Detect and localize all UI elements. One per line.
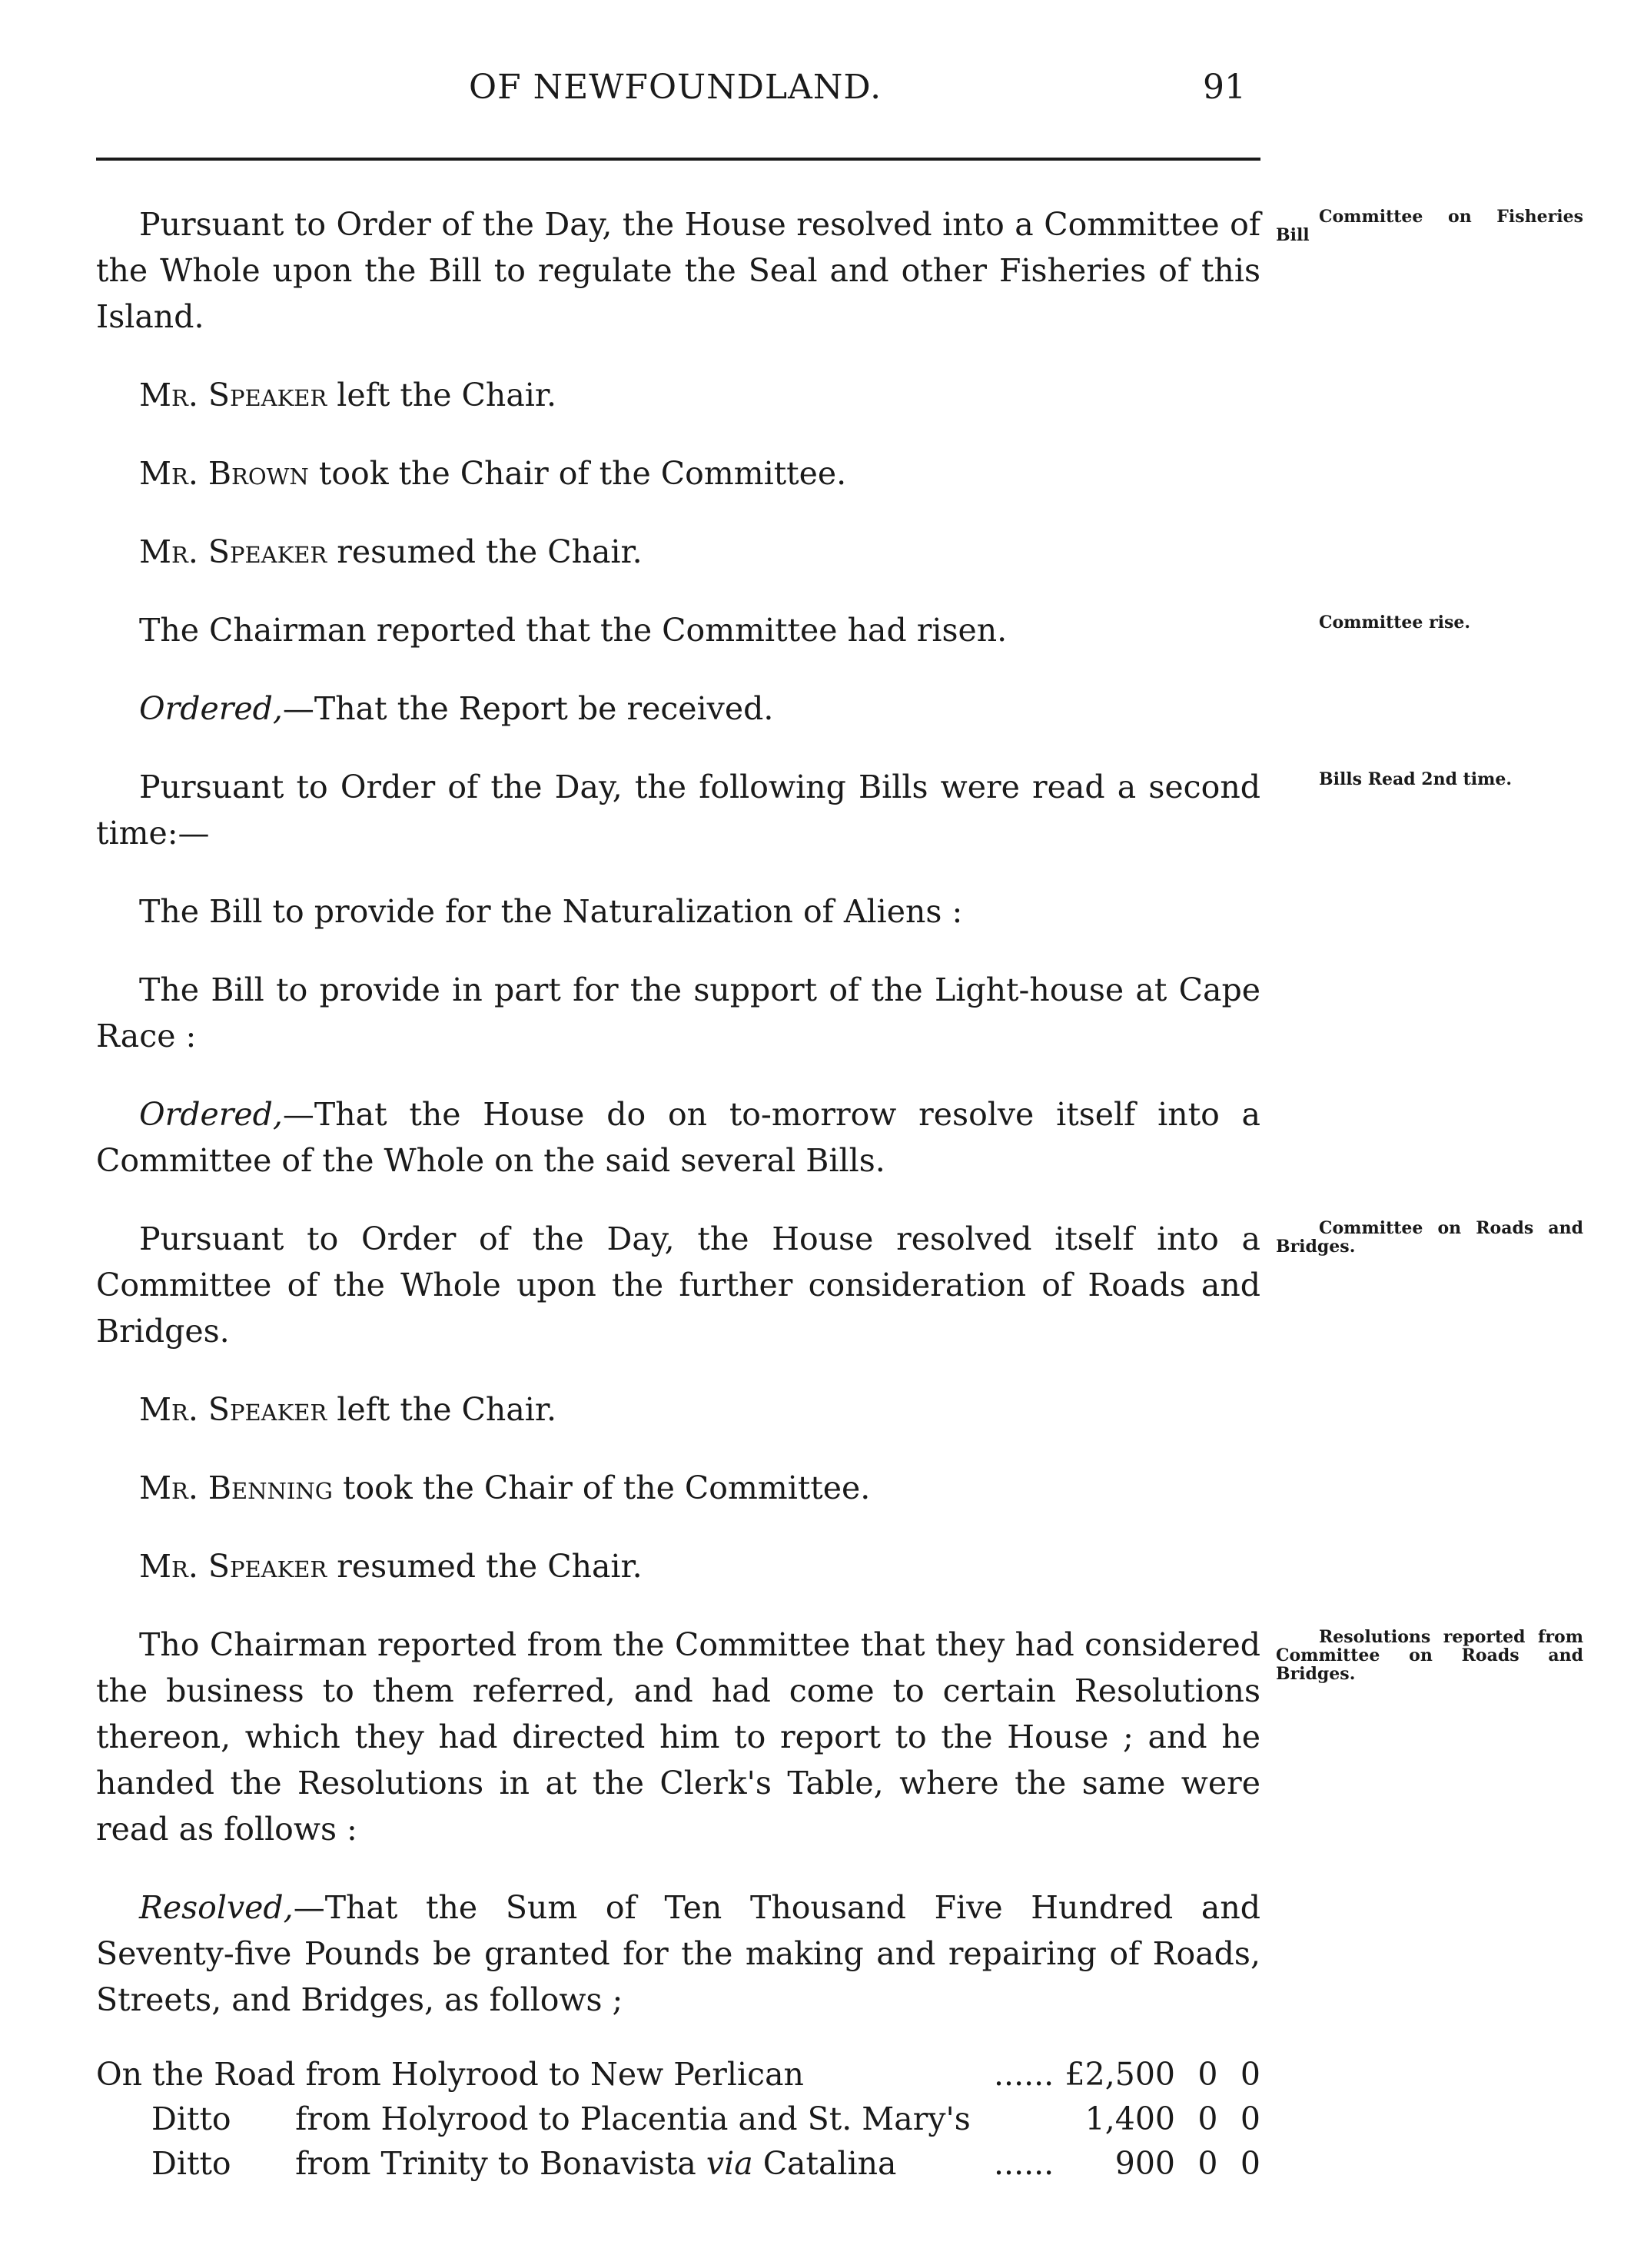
paragraph-text: took the Chair of the Committee. [308, 455, 847, 492]
paragraph-brown-chair [96, 450, 1260, 496]
amount-shillings: 0 [1197, 2145, 1218, 2182]
member-name: Mr. Speaker [139, 1548, 327, 1585]
item-description-via: via [706, 2145, 753, 2182]
paragraph-text: —That the Report be received. [282, 690, 774, 727]
amount-pounds: 900 [1114, 2145, 1176, 2182]
paragraph-text: —That the Sum of Ten Thousand Five Hundred and Seventy-five Pounds be granted for the making and repairing of Roads, Streets, and Bridges, as follows ; [96, 1889, 1260, 2018]
paragraph-text: Pursuant to Order of the Day, the following Bills were read a second time:— [96, 769, 1260, 852]
paragraph-text: Pursuant to Order of the Day, the House resolved itself into a Committee of the Whole upon the further consideration of Roads and Bridges. [96, 1220, 1260, 1350]
main-text-column [96, 201, 1583, 2186]
table-row [96, 2141, 1260, 2186]
amount-shillings: 0 [1197, 2056, 1218, 2093]
member-name: Mr. Speaker [139, 377, 327, 413]
table-row [96, 2097, 1260, 2141]
item-description: from Holyrood to Placentia and St. Mary's [295, 2100, 971, 2137]
ditto-label: Ditto [151, 2145, 231, 2182]
paragraph-resolutions-reported [96, 1622, 1583, 1852]
dot-leader: ...... [994, 2056, 1054, 2093]
amount-pence: 0 [1240, 2056, 1260, 2093]
amount-shillings: 0 [1197, 2100, 1218, 2137]
paragraph-roads-committee [96, 1216, 1583, 1354]
paragraph-text: Pursuant to Order of the Day, the House resolved into a Committee of the Whole upon the Bill to regulate the Seal and other Fisheries of this Island. [96, 206, 1260, 335]
dot-leader [986, 2097, 1054, 2141]
item-description-part: from Trinity to Bonavista [295, 2145, 706, 2182]
amount-pounds: 1,400 [1084, 2100, 1176, 2137]
item-description [295, 2141, 986, 2186]
amount-pence: 0 [1240, 2145, 1260, 2182]
item-description-part: Catalina [752, 2145, 897, 2182]
margin-note-fisheries: Committee on Fisheries Bill [1276, 207, 1583, 245]
paragraph-text: Tho Chairman reported from the Committee that they had considered the business to them referred, and had come to certain Resolutions thereon, which they had directed him to report to the House ; and he handed the Resolutions in at the Clerk's Table, where the same were read as follows : [96, 1626, 1260, 1848]
paragraph-text: left the Chair. [327, 1391, 556, 1428]
paragraph-resolved-sum [96, 1884, 1260, 2023]
paragraph-speaker-resumed-2 [96, 1543, 1260, 1589]
paragraph-text: resumed the Chair. [327, 533, 643, 570]
ordered-label: Ordered, [139, 1096, 283, 1133]
resolved-label: Resolved, [139, 1889, 294, 1926]
paragraph-lighthouse-bill [96, 967, 1260, 1059]
grants-table [96, 2052, 1260, 2186]
member-name: Mr. Speaker [139, 1391, 327, 1428]
paragraph-text: took the Chair of the Committee. [332, 1469, 871, 1506]
margin-note-roads-committee: Committee on Roads and Bridges. [1276, 1218, 1583, 1257]
paragraph-ordered-report [96, 686, 1260, 732]
paragraph-benning-chair [96, 1465, 1260, 1511]
paragraph-speaker-left [96, 372, 1260, 418]
page-header [0, 68, 1260, 121]
paragraph-text: —That the House do on to-morrow resolve itself into a Committee of the Whole on the said several Bills. [96, 1096, 1260, 1179]
member-name: Mr. Brown [139, 455, 309, 492]
paragraph-committee-risen [96, 607, 1471, 653]
paragraph-ordered-committee [96, 1091, 1260, 1184]
member-name: Mr. Speaker [139, 533, 327, 570]
dot-leader: ...... [994, 2145, 1054, 2182]
paragraph-speaker-resumed [96, 529, 1260, 575]
ordered-label: Ordered, [139, 690, 283, 727]
running-title: OF NEWFOUNDLAND. [469, 68, 882, 107]
amount-pounds: £2,500 [1064, 2056, 1176, 2093]
paragraph-text: The Chairman reported that the Committee had risen. [139, 612, 1008, 649]
paragraph-text: left the Chair. [327, 377, 556, 413]
item-description: On the Road from Holyrood to New Perlican [96, 2056, 804, 2093]
paragraph-fisheries-committee [96, 201, 1583, 340]
member-name: Mr. Benning [139, 1469, 333, 1506]
page-number: 91 [1203, 68, 1246, 107]
paragraph-text: resumed the Chair. [327, 1548, 643, 1585]
paragraph-text: The Bill to provide in part for the support of the Light-house at Cape Race : [96, 971, 1260, 1054]
table-row [96, 2052, 1260, 2097]
paragraph-text: The Bill to provide for the Naturalization of Aliens : [139, 893, 963, 930]
amount-pence: 0 [1240, 2100, 1260, 2137]
paragraph-naturalization-bill [96, 888, 1260, 935]
paragraph-bills-second-time [96, 764, 1513, 856]
margin-note-resolutions: Resolutions reported from Committee on Roads and Bridges. [1276, 1627, 1583, 1684]
paragraph-speaker-left-2 [96, 1386, 1260, 1433]
header-rule [96, 158, 1260, 161]
margin-note-bills-read: Bills Read 2nd time. [1319, 769, 1513, 789]
ditto-label: Ditto [151, 2100, 231, 2137]
margin-note-committee-rise: Committee rise. [1319, 613, 1471, 633]
